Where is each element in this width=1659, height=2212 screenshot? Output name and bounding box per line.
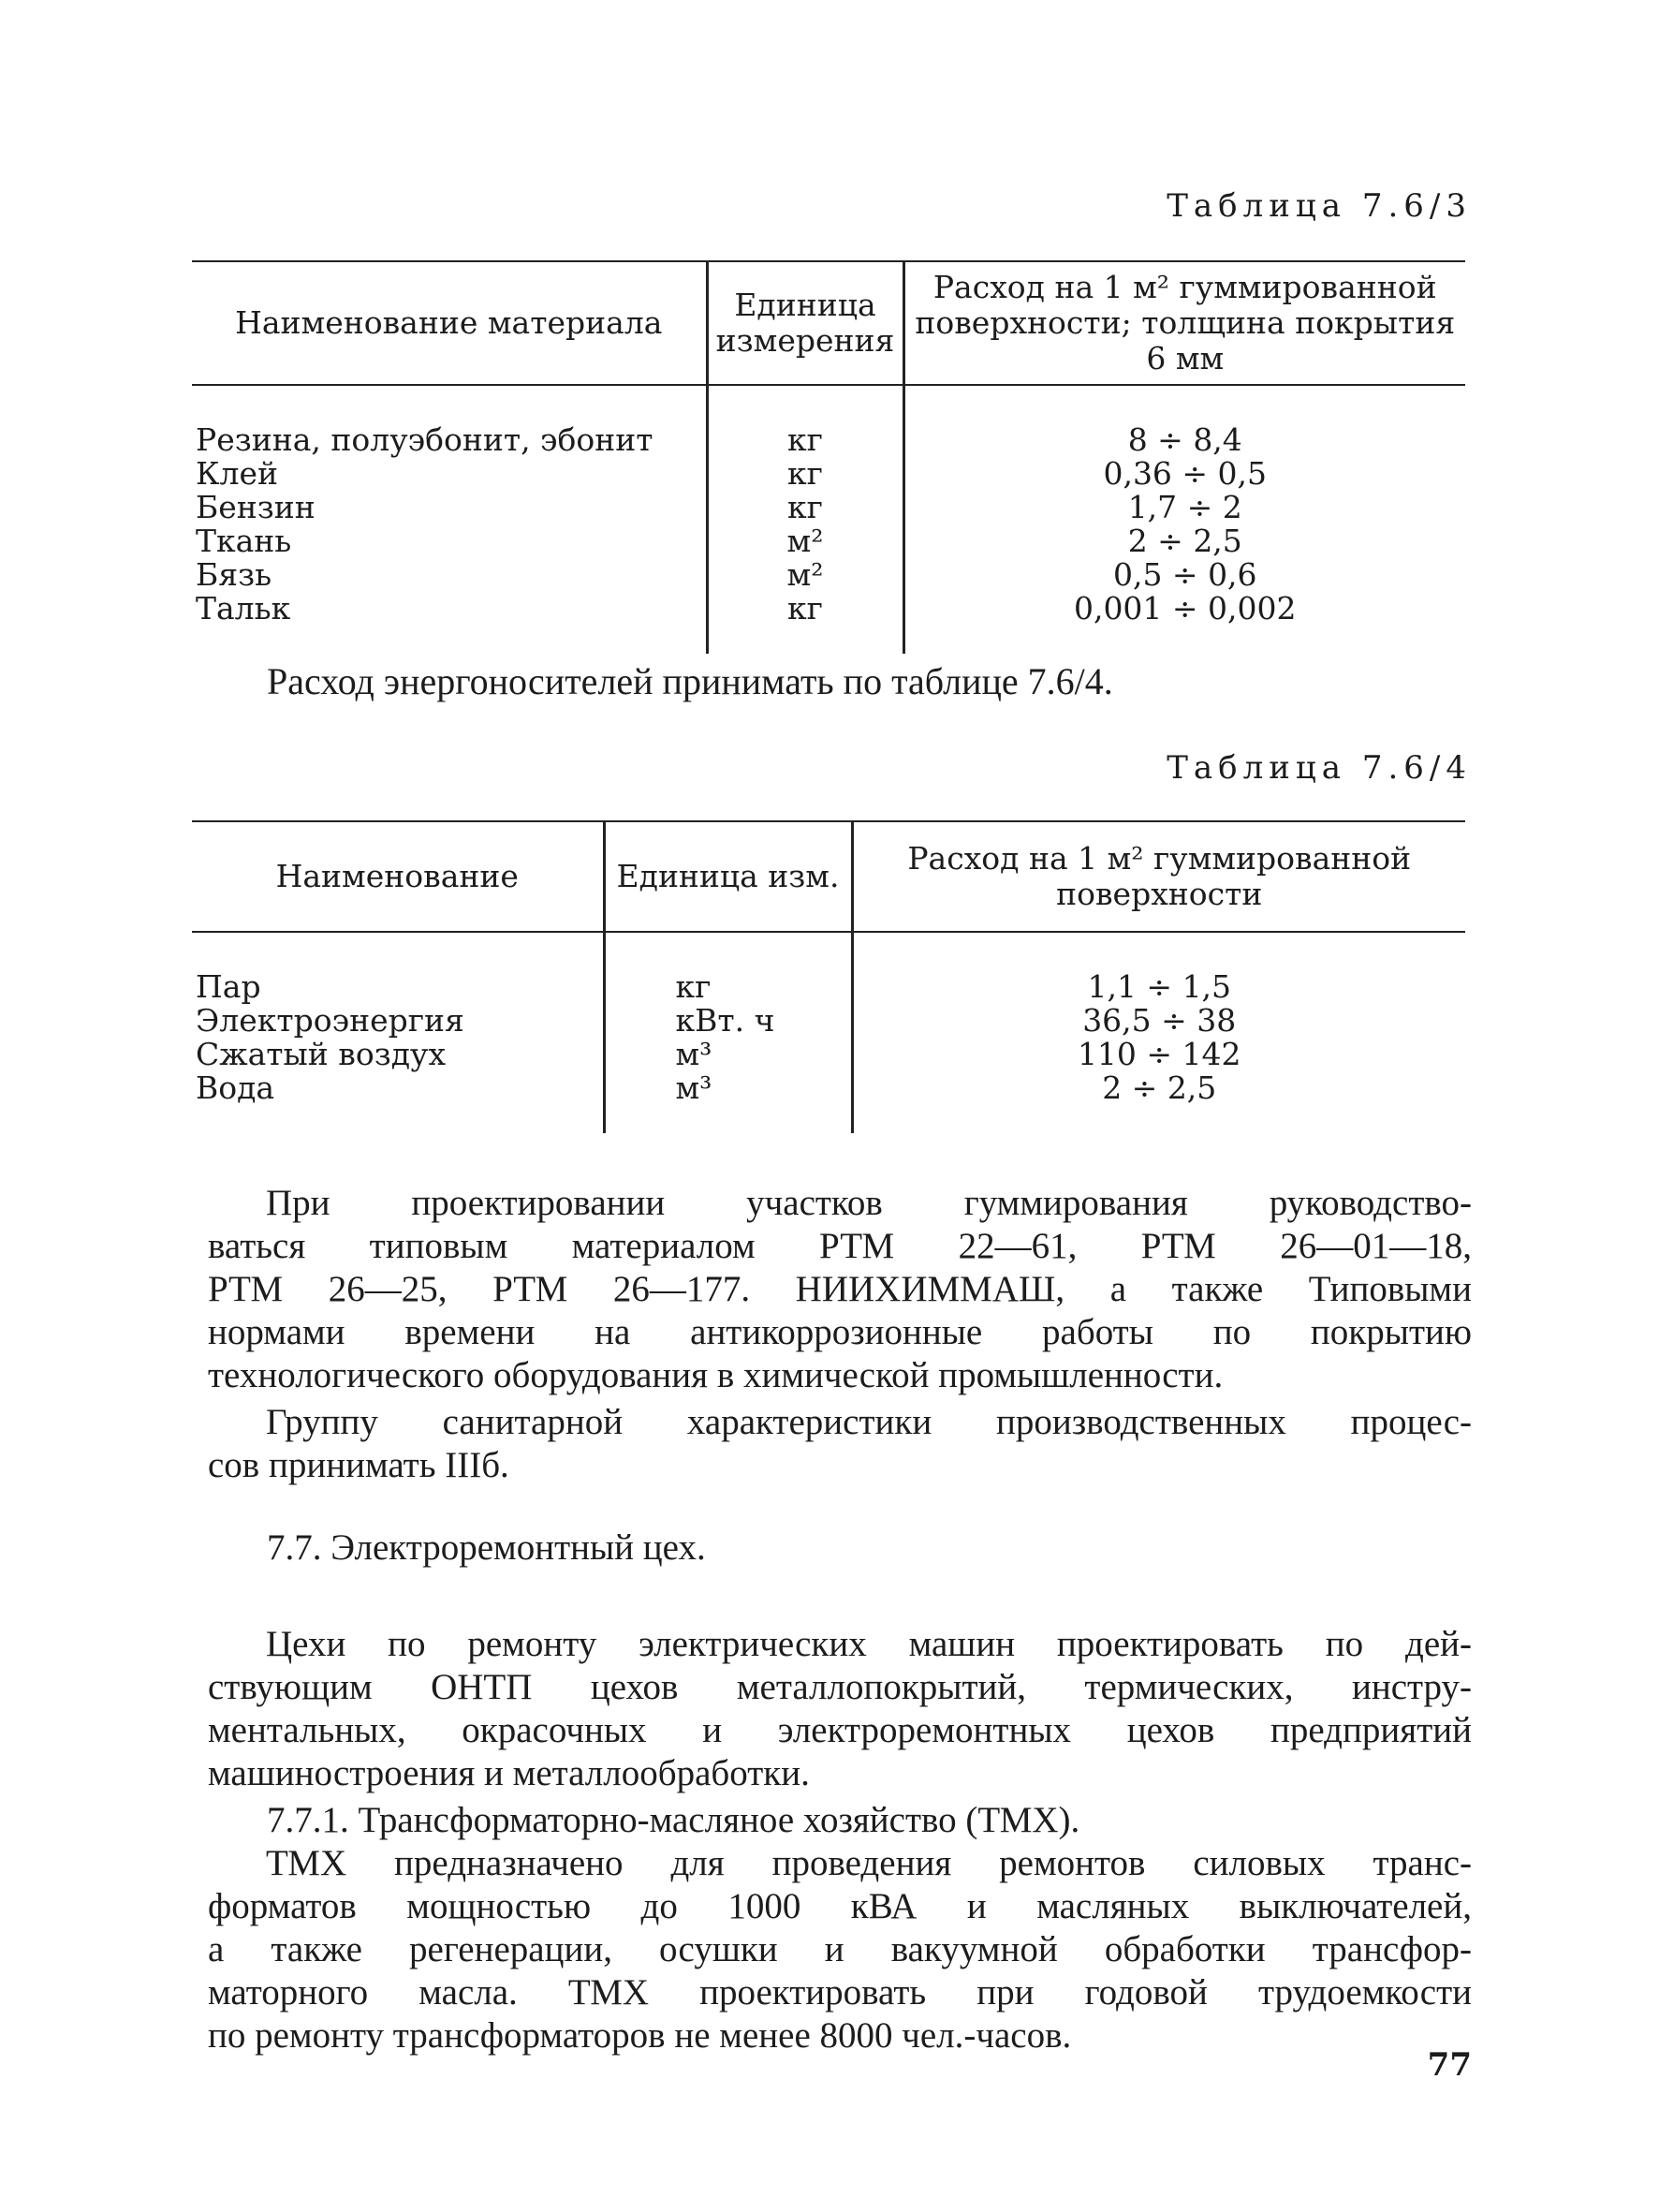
table-cell: 2 ÷ 2,5: [852, 1071, 1465, 1133]
paragraph-line: РТМ 26—25, РТМ 26—177. НИИХИММАШ, а также Типовыми: [208, 1269, 1472, 1309]
paragraph-line: технологического оборудования в химической промышленности.: [208, 1355, 1224, 1395]
sanitary-paragraph: [208, 1401, 1472, 1487]
paragraph-line: 7.7.1. Трансформаторно-масляное хозяйство (ТМХ).: [267, 1800, 1080, 1840]
workshop-paragraph: [208, 1623, 1472, 1795]
paragraph-line: ствующим ОНТП цехов металлопокрытий, термических, инстру-: [208, 1667, 1472, 1707]
table-cell: Тальк: [196, 589, 291, 627]
table-cell: Пар: [196, 968, 261, 1005]
tmx-paragraph: [208, 1842, 1472, 2057]
table-row: [192, 385, 1465, 457]
paragraph-line: форматов мощностью до 1000 кВА и масляных выключателей,: [208, 1886, 1472, 1926]
table-cell: 0,001 ÷ 0,002: [903, 592, 1465, 654]
paragraph-line: ваться типовым материалом РТМ 22—61, РТМ 26—01—18,: [208, 1226, 1472, 1266]
table-cell: Бензин: [196, 488, 316, 525]
table-cell: кг: [707, 457, 903, 491]
table-cell: Бязь: [196, 555, 272, 593]
paragraph-line: машиностроения и металлообработки.: [208, 1753, 810, 1793]
design-paragraph: [208, 1182, 1472, 1397]
table-cell: 1,7 ÷ 2: [903, 491, 1465, 524]
table-row: [192, 1071, 1465, 1133]
table-header: Наименование: [192, 821, 604, 932]
energy-table: [192, 820, 1465, 1133]
table-cell: м³: [604, 1038, 852, 1071]
table-row: [192, 558, 1465, 592]
paragraph-line: ментальных, окрасочных и электроремонтных цехов предприятий: [208, 1710, 1472, 1750]
table-cell: 36,5 ÷ 38: [852, 1004, 1465, 1038]
table-row: [192, 592, 1465, 654]
paragraph-line: ТМХ предназначено для проведения ремонтов силовых транс-: [266, 1843, 1472, 1883]
table-cell: 2 ÷ 2,5: [903, 524, 1465, 558]
table-row: [192, 932, 1465, 1004]
table-cell: Клей: [196, 454, 279, 492]
paragraph-line: маторного масла. ТМХ проектировать при годовой трудоемкости: [208, 1972, 1472, 2013]
table-row: [192, 1004, 1465, 1038]
section-heading: [267, 1526, 1531, 1570]
table-cell: Сжатый воздух: [196, 1036, 447, 1072]
subsection-heading: [267, 1799, 1531, 1842]
paragraph-line: сов принимать IIIб.: [208, 1445, 509, 1485]
table-cell: кг: [707, 385, 903, 457]
table-cell: Вода: [196, 1069, 275, 1106]
table-cell: 0,5 ÷ 0,6: [903, 558, 1465, 592]
paragraph-line: по ремонту трансформаторов не менее 8000 чел.-часов.: [208, 2015, 1072, 2056]
table-cell: 110 ÷ 142: [852, 1038, 1465, 1071]
table-header: Расход на 1 м² гуммированной поверхности; толщина покрытия 6 мм: [903, 261, 1465, 385]
table-cell: кг: [707, 592, 903, 654]
table-cell: 1,1 ÷ 1,5: [852, 932, 1465, 1004]
table-cell: 8 ÷ 8,4: [903, 385, 1465, 457]
table-cell: 0,36 ÷ 0,5: [903, 457, 1465, 491]
table-header: Наименование материала: [192, 261, 707, 385]
table-caption-1: Таблица 7.6/3: [1167, 187, 1472, 225]
table-row: [192, 457, 1465, 491]
paragraph-line: Расход энергоносителей принимать по таблице 7.6/4.: [267, 660, 1113, 702]
materials-table: [192, 260, 1465, 654]
table-row: [192, 491, 1465, 524]
table-row: [192, 524, 1465, 558]
table-caption-2: Таблица 7.6/4: [1167, 749, 1472, 787]
table-cell: м²: [707, 558, 903, 592]
paragraph-line: 7.7. Электроремонтный цех.: [267, 1527, 706, 1568]
paragraph-line: Цехи по ремонту электрических машин проектировать по дей-: [266, 1624, 1472, 1664]
energy-note: [267, 660, 1531, 703]
table-cell: Электроэнергия: [196, 1002, 464, 1039]
paragraph-line: Группу санитарной характеристики производственных процес-: [266, 1402, 1472, 1442]
paragraph-line: нормами времени на антикоррозионные работы по покрытию: [208, 1312, 1472, 1352]
table-header: Расход на 1 м² гуммированной поверхности: [852, 821, 1465, 932]
table-cell: кг: [604, 932, 852, 1004]
table-header: Единица изм.: [604, 821, 852, 932]
table-cell: м³: [604, 1071, 852, 1133]
table-cell: кг: [707, 491, 903, 524]
table-row: [192, 1038, 1465, 1071]
table-header: Единица измерения: [707, 261, 903, 385]
paragraph-line: а также регенерации, осушки и вакуумной обработки трансфор-: [208, 1929, 1472, 1969]
table-cell: кВт. ч: [604, 1004, 852, 1038]
table-cell: м²: [707, 524, 903, 558]
paragraph-line: При проектировании участков гуммирования руководство-: [266, 1183, 1472, 1223]
page-number: 77: [1427, 2046, 1472, 2084]
table-cell: Ткань: [196, 522, 292, 559]
table-cell: Резина, полуэбонит, эбонит: [196, 420, 653, 458]
